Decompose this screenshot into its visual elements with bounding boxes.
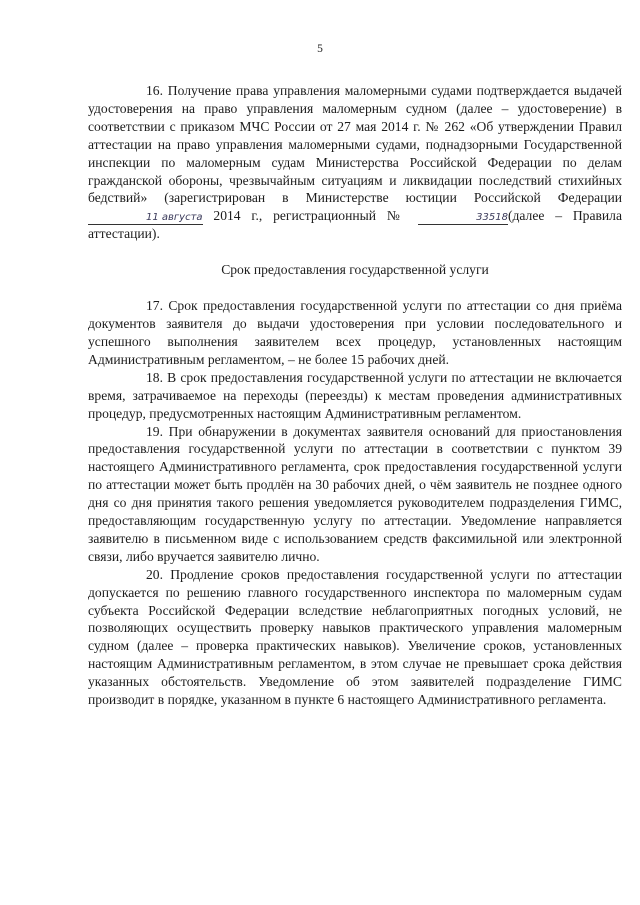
paragraph-16-tail: (далее – Правила аттестации). bbox=[88, 208, 622, 242]
paragraph-20: 20. Продление сроков предоставления государственной услуги по аттестации допускается по решению главного государственного инспектора по маломерным судам субъекта Российской Федерации вследствие неблагоприятных погодных условий, не позволяющих осуществить проверку навыков практического управления маломерным судном (далее – проверка практических навыков). Увеличение сроков, установленных настоящим Административным регламентом, в этом случае не превышает срока действия указанных обстоятельств. Уведомление об этом заявителей подразделение ГИМС производит в порядке, указанном в пункте 6 настоящего Административного регламента. bbox=[88, 566, 622, 708]
paragraph-16-text: 16. Получение права управления маломерными судами подтверждается выдачей удостоверения на право управления маломерным судном (далее – удостоверение) в соответствии с приказом МЧС России от 27 мая 2014 г. № 262 «Об утверждении Правил аттестации на право управления маломерными судами, поднадзорными Государственной инспекции по маломерным судам Министерства Российской Федерации по делам гражданской обороны, чрезвычайным ситуациям и ликвидации последствий стихийных бедствий» (зарегистрирован в Министерстве юстиции Российской Федерации bbox=[88, 83, 622, 206]
paragraph-16-year: 2014 г., регистрационный № bbox=[213, 208, 408, 224]
paragraph-18: 18. В срок предоставления государственной услуги по аттестации не включается время, затрачиваемое на переходы (переезды) к местам проведения административных процедур, предусмотренных настоящим Административным регламентом. bbox=[88, 369, 622, 421]
paragraph-16 bbox=[88, 82, 622, 243]
handwritten-reg-number: 33518 bbox=[418, 212, 508, 225]
handwritten-date: 11 августа bbox=[88, 212, 203, 225]
paragraph-17: 17. Срок предоставления государственной услуги по аттестации со дня приёма документов заявителя до выдачи удостоверения при условии последовательного и успешного выполнения заявителем всех процедур, установленных настоящим Административным регламентом, – не более 15 рабочих дней. bbox=[88, 298, 622, 367]
document-body bbox=[88, 82, 622, 709]
section-heading: Срок предоставления государственной услуги bbox=[221, 262, 489, 278]
page-number: 5 bbox=[317, 43, 323, 55]
paragraph-19: 19. При обнаружении в документах заявителя оснований для приостановления предоставления государственной услуги по аттестации в соответствии с пунктом 39 настоящего Административного регламента, срок предоставления государственной услуги по аттестации может быть продлён на 30 рабочих дней, о чём заявитель не позднее одного дня со дня принятия такого решения уведомляется руководителем подразделения ГИМС, предоставляющим государственную услугу по аттестации. Уведомление направляется заявителю в письменном виде с использованием средств факсимильной или электронной связи, либо вручается заявителю лично. bbox=[88, 423, 622, 564]
